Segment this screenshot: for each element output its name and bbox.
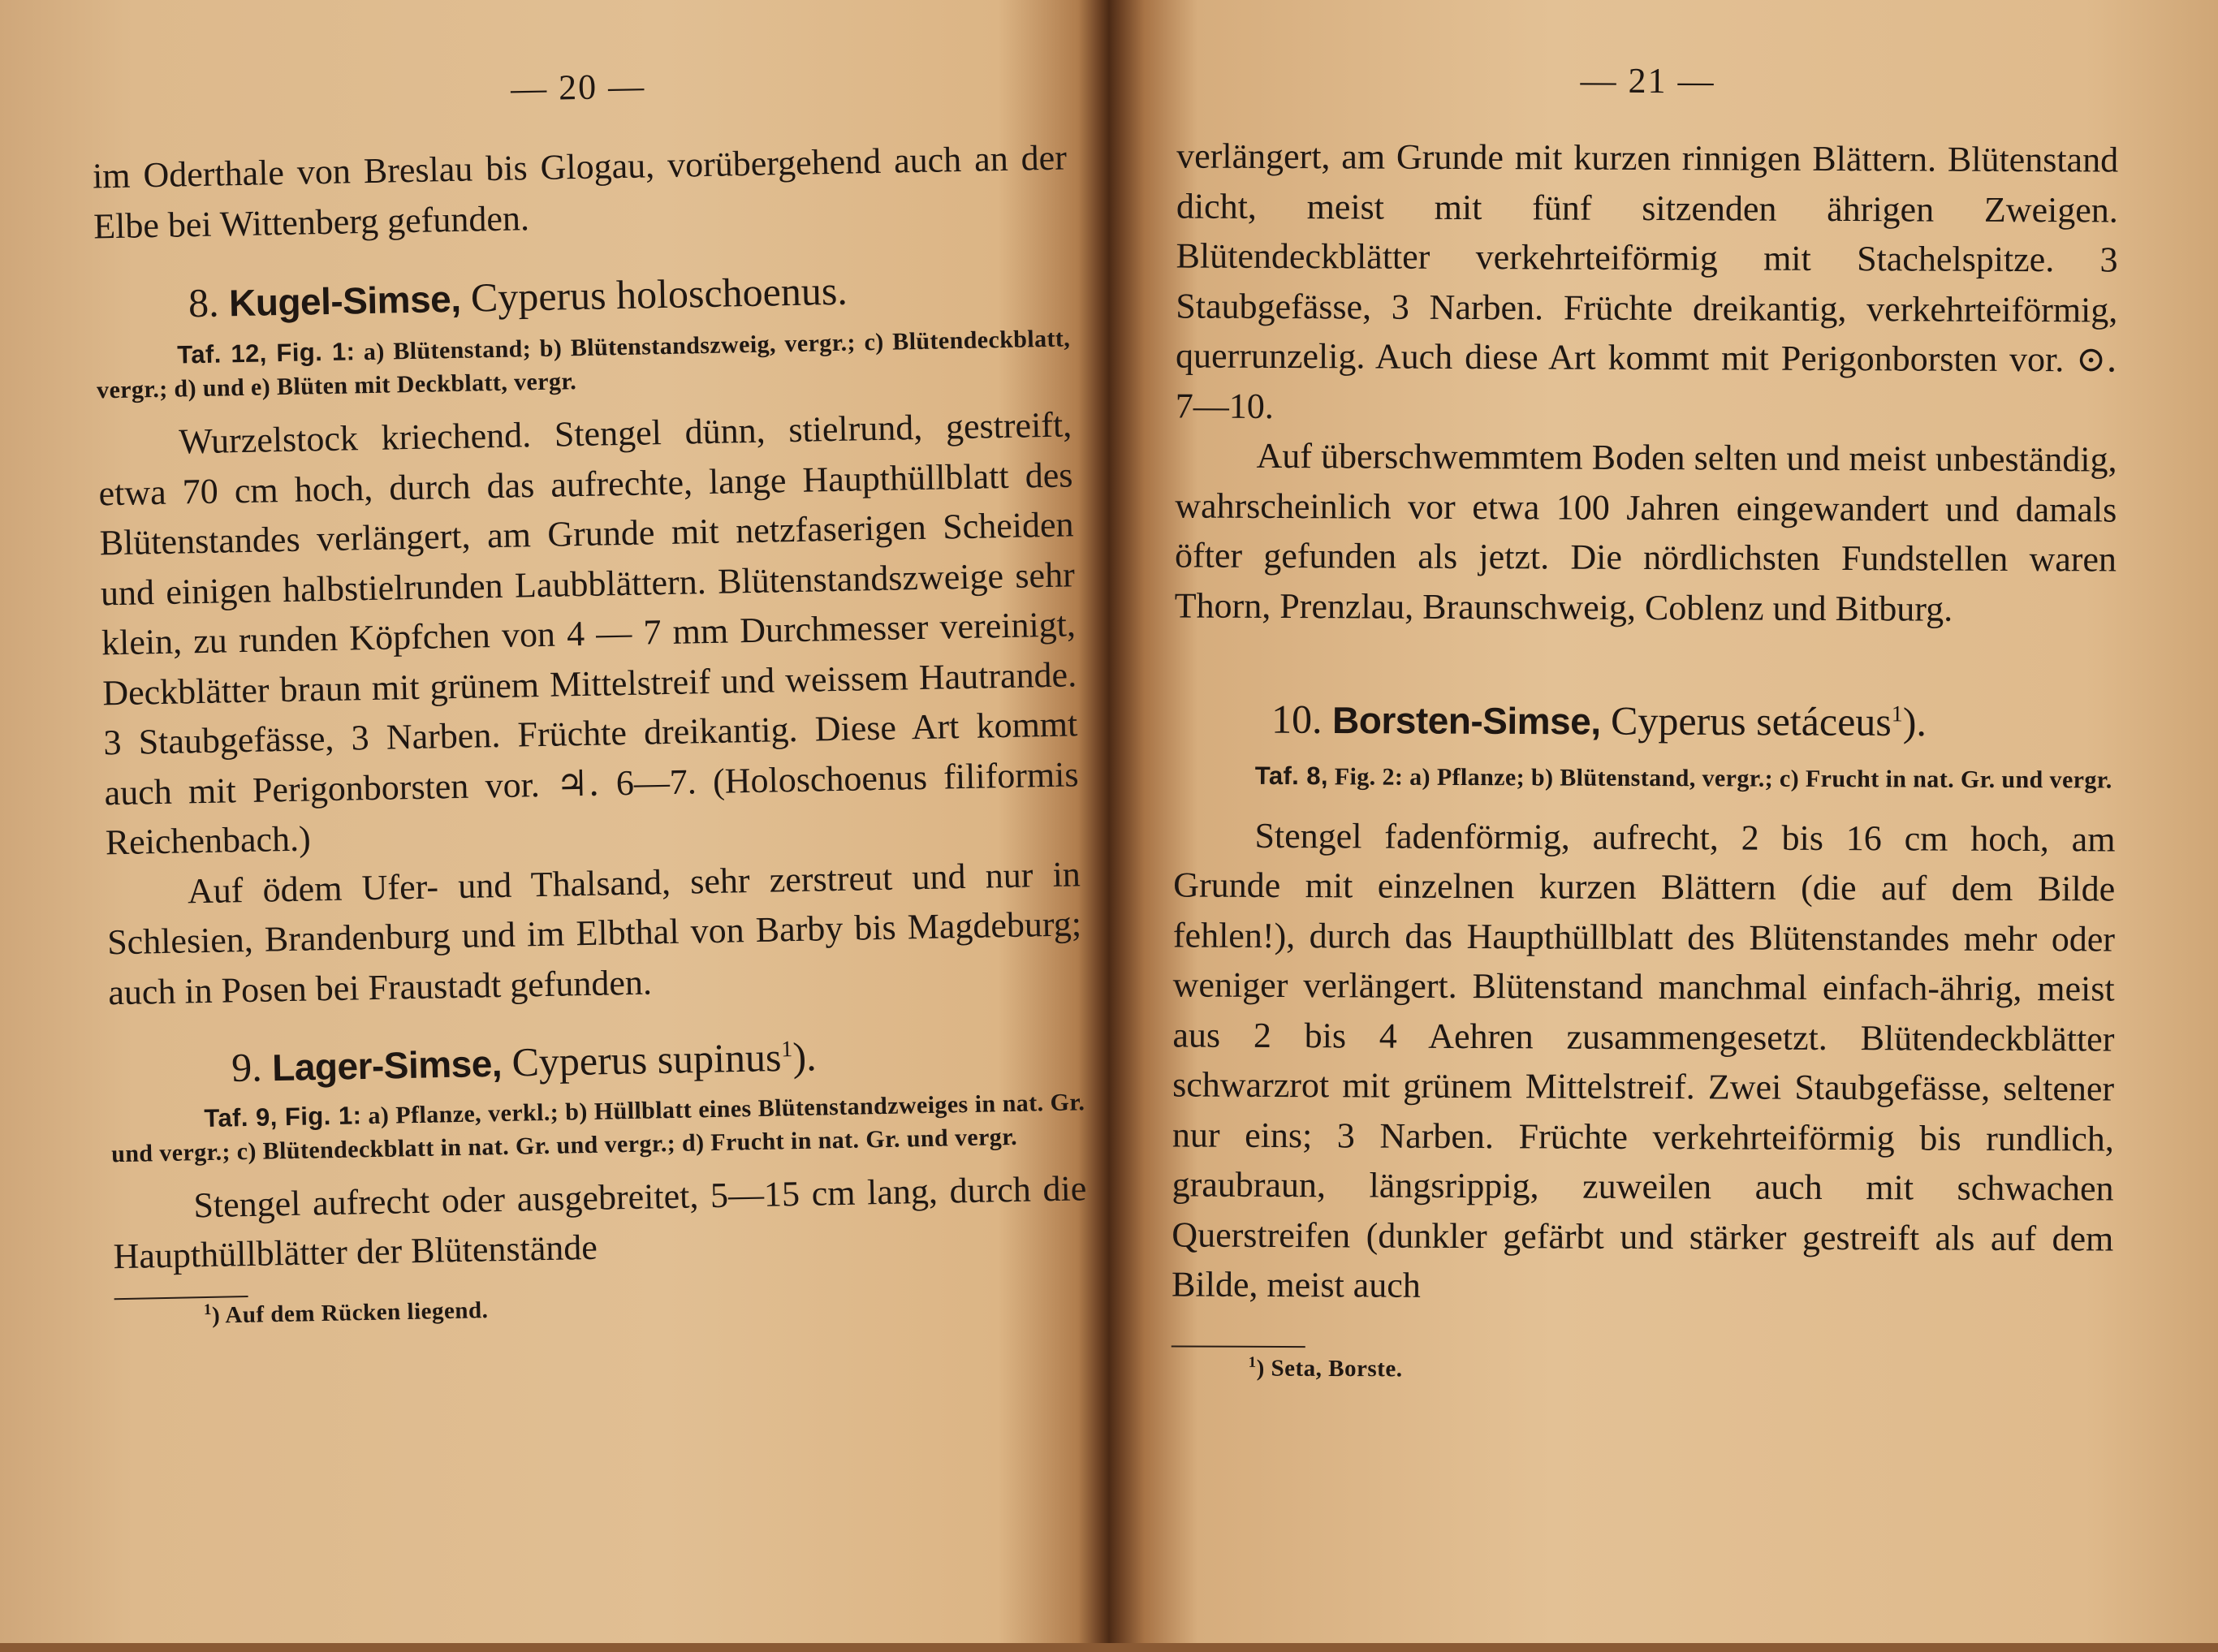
footnote-rule — [1172, 1345, 1305, 1348]
plate-reference: Taf. 8, Fig. 2: a) Pflanze; b) Blütenstand, vergr.; c) Frucht in nat. Gr. und vergr. — [1254, 761, 2112, 794]
species-heading-10: 10. Borsten-Simse, Cyperus setáceus$^1$). — [1271, 696, 1927, 745]
plate-reference: Taf. 12, Fig. 1: a) Blütenstand; b) Blütenstandszweig, vergr.; c) Blütendeckblatt, vergr.; d) und e) Blüten mit Deckblatt, vergr. — [96, 325, 1071, 404]
footnote-marker: 1 — [1891, 701, 1903, 727]
species-description: Stengel aufrecht oder ausgebreitet, 5—15 cm lang, durch die Haupthüllblätter der Blütenstände — [113, 1167, 1087, 1277]
intro-paragraph: im Oderthale von Breslau bis Glogau, vorübergehend auch an der Elbe bei Wittenberg gefunden. — [92, 137, 1068, 246]
footnote-marker: 1 — [780, 1037, 793, 1063]
footnote: $^1$) Auf dem Rücken liegend. — [203, 1296, 489, 1329]
right-page-body — [1172, 131, 2119, 1385]
footnote: $^1$) Seta, Borste. — [1248, 1353, 1403, 1382]
species-description: Stengel fadenförmig, aufrecht, 2 bis 16 cm hoch, am Grunde mit einzelnen kurzen Blättern (die auf dem Bilde fehlen!), durch das Haupthüllblatt des Blütenstandes mehr oder weniger verlängert. Blütenstand manchmal einfach-ährig, meist aus 2 bis 4 Aehren zusammengesetzt. Blütendeckblätter schwarzrot mit grünem Mittelstreif. Zwei Staubgefässe, seltener nur eins; 3 Narben. Früchte verkehrteiförmig bis rundlich, graubraun, längsrippig, zuweilen auch mit schwachen Querstreifen (dunkler gefärbt und stärker gestreift als auf dem Bilde, meist auch — [1171, 815, 2116, 1305]
species-heading-8: 8. Kugel-Simse, Cyperus holoschoenus. — [188, 267, 848, 326]
page-number: — 20 — — [510, 66, 646, 109]
plate-reference: Taf. 9, Fig. 1: a) Pflanze, verkl.; b) Hüllblatt eines Blütenstandzweiges in nat. Gr. und vergr.; c) Blütendeckblatt in nat. Gr. und vergr.; d) Frucht in nat. Gr. und vergr. — [110, 1088, 1085, 1167]
left-page — [89, 0, 1095, 1652]
continuation-paragraph: verlängert, am Grunde mit kurzen rinnigen Blättern. Blütenstand dicht, meist mit fünf sitzenden ährigen Zweigen. Blütendeckblätter verkehrteiförmig mit Stachelspitze. 3 Staubgefässe, 3 Narben. Früchte dreikantig, verkehrteiförmig, querrunzelig. Auch diese Art kommt mit Perigonborsten vor. ⊙. 7—10. — [1175, 136, 2119, 426]
species-description: Wurzelstock kriechend. Stengel dünn, stielrund, gestreift, etwa 70 cm hoch, durch das aufrechte, lange Haupthüllblatt des Blütenstandes verlängert, am Grunde mit netzfaserigen Scheiden und einigen halbstielrunden Laubblättern. Blütenstandszweige sehr klein, zu runden Köpfchen von 4 — 7 mm Durchmesser vereinigt, Deckblätter braun mit grünem Mittelstreif und weissem Hautrande. 3 Staubgefässe, 3 Narben. Früchte dreikantig. Diese Art kommt auch mit Perigonborsten vor. ♃. 6—7. (Holoschoenus filiformis Reichenbach.) — [98, 404, 1079, 863]
species-habitat: Auf ödem Ufer- und Thalsand, sehr zerstreut und nur in Schlesien, Brandenburg und im Elbthal von Barby bis Magdeburg; auch in Posen bei Fraustadt gefunden. — [106, 853, 1082, 1012]
species-heading-9: 9. Lager-Simse, Cyperus supinus$^1$). — [231, 1033, 818, 1091]
footnote-rule — [114, 1296, 248, 1300]
right-page — [1170, 0, 2119, 1646]
species-habitat: Auf überschwemmtem Boden selten und meist unbeständig, wahrscheinlich vor etwa 100 Jahren eingewandert und damals öfter gefunden als jetzt. Die nördlichsten Fundstellen waren Thorn, Prenzlau, Braunschweig, Coblenz und Bitburg. — [1174, 435, 2117, 629]
annual-symbol: ⊙. — [2076, 339, 2118, 381]
perennial-symbol: ♃. — [555, 762, 600, 805]
page-number: — 21 — — [1580, 60, 1715, 101]
left-page-body — [92, 132, 1089, 1331]
